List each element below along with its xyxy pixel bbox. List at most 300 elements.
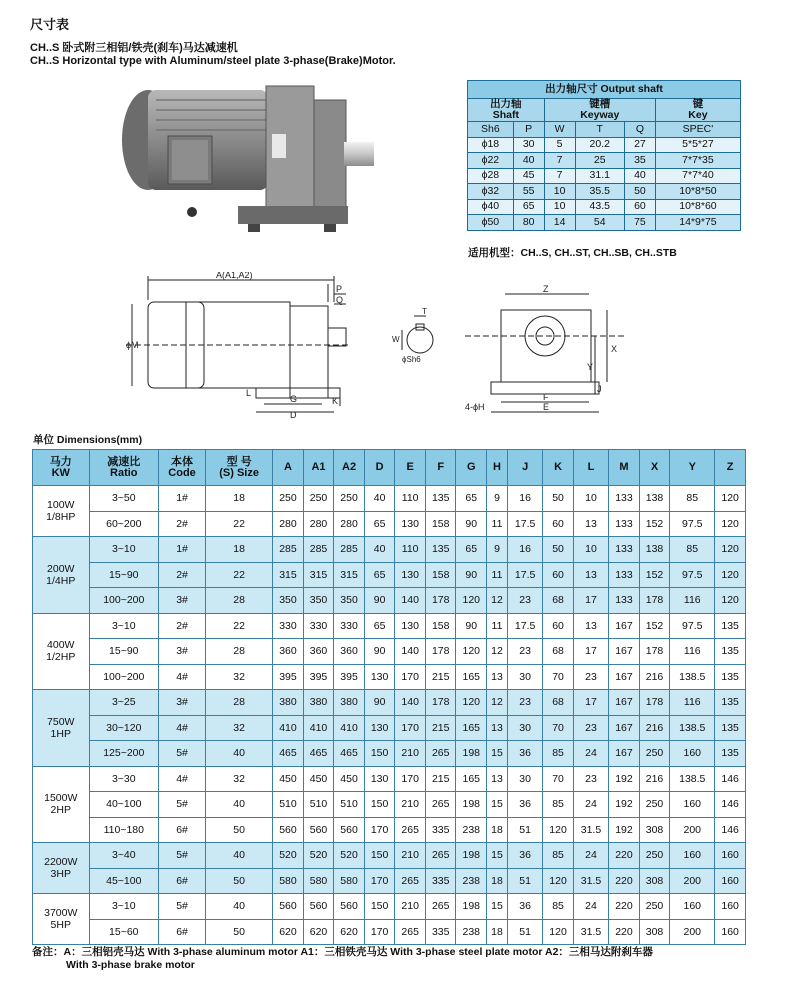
dim-cell: 130 (395, 613, 426, 639)
page-header (30, 14, 396, 68)
dim-cell: 580 (334, 868, 365, 894)
dim-cell: 250 (639, 741, 670, 767)
dim-cell: 15 (487, 792, 508, 818)
dim-cell: 178 (639, 639, 670, 665)
shaft-row (468, 184, 741, 200)
shaft-cell: 30 (513, 137, 544, 153)
dim-cell: 3~40 (89, 843, 159, 869)
dim-cell: 36 (507, 792, 542, 818)
dim-cell: 11 (487, 511, 508, 537)
dim-cell: 410 (334, 715, 365, 741)
dim-cell: 280 (273, 511, 304, 537)
dim-cell: 70 (543, 664, 574, 690)
dim-cell: 167 (609, 664, 640, 690)
dim-col-header: 减速比 Ratio (89, 450, 159, 486)
dim-cell: 160 (715, 868, 746, 894)
dim-cell: 3# (159, 639, 206, 665)
dim-col-header: Y (670, 450, 715, 486)
shaft-cell: 60 (624, 199, 655, 215)
label-d: D (290, 410, 297, 418)
dim-cell: 120 (456, 639, 487, 665)
shaft-cell: 7 (544, 168, 575, 184)
dim-cell: 97.5 (670, 613, 715, 639)
dim-cell: 3# (159, 690, 206, 716)
dim-cell: 60 (543, 613, 574, 639)
label-f: F (543, 392, 549, 402)
power-cell: 200W 1/4HP (33, 537, 90, 614)
dim-cell: 10 (573, 537, 608, 563)
dim-cell: 2# (159, 613, 206, 639)
dim-cell: 100~200 (89, 664, 159, 690)
dimensions-label: 单位 Dimensions(mm) (33, 434, 143, 446)
dim-cell: 13 (487, 664, 508, 690)
dim-cell: 138.5 (670, 715, 715, 741)
dim-cell: 120 (543, 868, 574, 894)
dim-cell: 120 (543, 919, 574, 945)
power-cell: 400W 1/2HP (33, 613, 90, 690)
dim-cell: 160 (715, 894, 746, 920)
dim-cell: 15~90 (89, 562, 159, 588)
dim-cell: 360 (273, 639, 304, 665)
dim-cell: 250 (639, 894, 670, 920)
dim-cell: 9 (487, 486, 508, 512)
shaft-cell: 10*8*60 (655, 199, 740, 215)
dim-cell: 465 (303, 741, 334, 767)
front-view-drawing (465, 280, 625, 420)
dim-cell: 11 (487, 613, 508, 639)
dim-cell: 51 (507, 817, 542, 843)
dimensions-table (32, 449, 746, 945)
dim-cell: 130 (364, 715, 395, 741)
dim-cell: 24 (573, 894, 608, 920)
dim-cell: 16 (507, 486, 542, 512)
dim-cell: 265 (425, 894, 456, 920)
label-y: Y (587, 362, 594, 372)
shaft-cell: 50 (624, 184, 655, 200)
label-q: Q (336, 295, 344, 305)
dim-col-header: X (639, 450, 670, 486)
dim-cell: 152 (639, 562, 670, 588)
dim-cell: 198 (456, 792, 487, 818)
dim-cell: 120 (715, 486, 746, 512)
dim-cell: 116 (670, 588, 715, 614)
dim-cell: 31.5 (573, 919, 608, 945)
dim-cell: 100~200 (89, 588, 159, 614)
col-w: W (544, 122, 575, 138)
dim-cell: 510 (273, 792, 304, 818)
dim-cell: 160 (670, 741, 715, 767)
dim-cell: 23 (573, 766, 608, 792)
dim-cell: 335 (425, 868, 456, 894)
dim-cell: 133 (609, 486, 640, 512)
dim-cell: 560 (334, 817, 365, 843)
dim-cell: 1# (159, 537, 206, 563)
dim-cell: 24 (573, 792, 608, 818)
shaft-cell: 75 (624, 215, 655, 231)
dim-cell: 22 (206, 613, 273, 639)
dim-cell: 13 (573, 511, 608, 537)
dim-cell: 158 (425, 613, 456, 639)
dim-cell: 85 (543, 843, 574, 869)
shaft-cell: 5*5*27 (655, 137, 740, 153)
dim-cell: 315 (334, 562, 365, 588)
dim-cell: 120 (715, 537, 746, 563)
dim-cell: 410 (273, 715, 304, 741)
dim-row (33, 537, 746, 563)
dim-row (33, 639, 746, 665)
dim-cell: 620 (334, 919, 365, 945)
dim-cell: 65 (364, 613, 395, 639)
dim-cell: 23 (573, 715, 608, 741)
dim-cell: 50 (206, 919, 273, 945)
dim-cell: 30 (507, 766, 542, 792)
dim-cell: 150 (364, 843, 395, 869)
dim-cell: 5# (159, 792, 206, 818)
dim-cell: 620 (273, 919, 304, 945)
dim-cell: 138 (639, 486, 670, 512)
col-spec: SPEC' (655, 122, 740, 138)
dim-col-header: L (573, 450, 608, 486)
dim-cell: 135 (715, 741, 746, 767)
dim-cell: 380 (303, 690, 334, 716)
dim-row (33, 511, 746, 537)
dim-cell: 560 (334, 894, 365, 920)
dim-col-header: M (609, 450, 640, 486)
dim-cell: 170 (395, 766, 426, 792)
dim-cell: 32 (206, 664, 273, 690)
dim-cell: 32 (206, 766, 273, 792)
dim-cell: 90 (364, 690, 395, 716)
dim-cell: 395 (303, 664, 334, 690)
shaft-group-header: 出力轴 Shaft (468, 99, 545, 122)
dim-cell: 170 (364, 919, 395, 945)
shaft-cell: 54 (575, 215, 624, 231)
dim-cell: 160 (715, 919, 746, 945)
subtitle-en: CH..S Horizontal type with Aluminum/steel plate 3-phase(Brake)Motor. (30, 55, 396, 67)
dim-cell: 13 (487, 715, 508, 741)
dim-cell: 210 (395, 843, 426, 869)
dim-cell: 360 (303, 639, 334, 665)
dim-col-header: A (273, 450, 304, 486)
keyway-group-header: 键槽 Keyway (544, 99, 655, 122)
dim-cell: 65 (364, 562, 395, 588)
dim-cell: 165 (456, 766, 487, 792)
footnote-line1: 备注：A：三相铝壳马达 With 3-phase aluminum motor A1：三相铁壳马达 With 3-phase steel plate motor A2：三相马达附刹车器 (32, 946, 653, 958)
dim-col-header: D (364, 450, 395, 486)
label-z: Z (543, 284, 549, 294)
dim-cell: 116 (670, 639, 715, 665)
dim-cell: 395 (334, 664, 365, 690)
shaft-cell: 40 (513, 153, 544, 169)
dim-cell: 146 (715, 766, 746, 792)
shaft-cell: 27 (624, 137, 655, 153)
shaft-cell: 7*7*40 (655, 168, 740, 184)
dim-cell: 140 (395, 639, 426, 665)
applicable-models: 适用机型：CH..S, CH..ST, CH..SB, CH..STB (468, 247, 677, 259)
dim-cell: 350 (303, 588, 334, 614)
dim-cell: 135 (715, 715, 746, 741)
dim-cell: 152 (639, 511, 670, 537)
dim-cell: 265 (395, 868, 426, 894)
dim-cell: 85 (543, 741, 574, 767)
dim-cell: 40 (206, 894, 273, 920)
dim-cell: 90 (364, 588, 395, 614)
dim-cell: 60~200 (89, 511, 159, 537)
dim-cell: 22 (206, 511, 273, 537)
dim-cell: 560 (273, 817, 304, 843)
dim-cell: 133 (609, 511, 640, 537)
dim-cell: 3~25 (89, 690, 159, 716)
dim-cell: 45~100 (89, 868, 159, 894)
dim-cell: 170 (364, 817, 395, 843)
dim-cell: 125~200 (89, 741, 159, 767)
dim-cell: 160 (715, 843, 746, 869)
dim-cell: 18 (206, 486, 273, 512)
dim-row (33, 766, 746, 792)
dim-cell: 90 (456, 562, 487, 588)
dim-cell: 215 (425, 766, 456, 792)
dim-cell: 165 (456, 664, 487, 690)
dim-cell: 167 (609, 741, 640, 767)
dim-cell: 17.5 (507, 562, 542, 588)
shaft-cell: 40 (624, 168, 655, 184)
label-p: P (336, 284, 343, 294)
shaft-cell: 43.5 (575, 199, 624, 215)
dim-cell: 68 (543, 588, 574, 614)
dim-cell: 210 (395, 741, 426, 767)
dim-col-header: E (395, 450, 426, 486)
dim-col-header: 型 号 (S) Size (206, 450, 273, 486)
dim-cell: 265 (425, 792, 456, 818)
dim-cell: 15 (487, 843, 508, 869)
dim-cell: 85 (543, 792, 574, 818)
shaft-row (468, 153, 741, 169)
shaft-cell: 45 (513, 168, 544, 184)
dim-cell: 170 (395, 664, 426, 690)
shaft-cell: 20.2 (575, 137, 624, 153)
dim-cell: 220 (609, 843, 640, 869)
dim-cell: 167 (609, 715, 640, 741)
dim-cell: 2# (159, 562, 206, 588)
dim-cell: 520 (334, 843, 365, 869)
dim-cell: 97.5 (670, 562, 715, 588)
dim-row (33, 562, 746, 588)
dim-cell: 15~90 (89, 639, 159, 665)
dim-cell: 51 (507, 919, 542, 945)
col-t: T (575, 122, 624, 138)
dim-cell: 4# (159, 715, 206, 741)
dim-col-header: G (456, 450, 487, 486)
dim-cell: 23 (573, 664, 608, 690)
power-cell: 750W 1HP (33, 690, 90, 767)
label-e: E (543, 402, 550, 412)
dim-cell: 220 (609, 919, 640, 945)
key-group-header: 键 Key (655, 99, 740, 122)
dim-row (33, 715, 746, 741)
side-view-drawing (126, 272, 348, 418)
dim-cell: 120 (456, 588, 487, 614)
dim-cell: 40 (364, 486, 395, 512)
dim-cell: 150 (364, 741, 395, 767)
dim-cell: 40 (206, 741, 273, 767)
dim-cell: 9 (487, 537, 508, 563)
dim-cell: 40 (364, 537, 395, 563)
dim-cell: 146 (715, 817, 746, 843)
dim-cell: 200 (670, 868, 715, 894)
dim-cell: 165 (456, 715, 487, 741)
power-cell: 100W 1/8HP (33, 486, 90, 537)
dim-cell: 167 (609, 613, 640, 639)
output-shaft-table (467, 80, 741, 231)
dim-cell: 110~180 (89, 817, 159, 843)
dim-cell: 152 (639, 613, 670, 639)
dim-cell: 40 (206, 843, 273, 869)
dim-cell: 350 (273, 588, 304, 614)
dim-cell: 23 (507, 690, 542, 716)
dim-cell: 167 (609, 639, 640, 665)
shaft-cell: 5 (544, 137, 575, 153)
dim-cell: 5# (159, 894, 206, 920)
dim-cell: 15 (487, 894, 508, 920)
dim-col-header: 马力 KW (33, 450, 90, 486)
dim-cell: 510 (303, 792, 334, 818)
shaft-row (468, 137, 741, 153)
shaft-section-drawing (392, 306, 444, 364)
dim-row (33, 868, 746, 894)
label-j: J (597, 384, 602, 394)
dim-cell: 308 (639, 868, 670, 894)
dim-cell: 335 (425, 919, 456, 945)
dim-cell: 18 (487, 919, 508, 945)
dim-cell: 220 (609, 894, 640, 920)
shaft-cell: 7 (544, 153, 575, 169)
dim-cell: 216 (639, 715, 670, 741)
dim-cell: 146 (715, 792, 746, 818)
label-l: L (246, 388, 252, 398)
dim-cell: 330 (334, 613, 365, 639)
dim-cell: 70 (543, 766, 574, 792)
dim-cell: 60 (543, 562, 574, 588)
dim-cell: 280 (334, 511, 365, 537)
dim-cell: 520 (273, 843, 304, 869)
power-cell: 1500W 2HP (33, 766, 90, 843)
shaft-cell: 31.1 (575, 168, 624, 184)
dim-cell: 178 (639, 690, 670, 716)
dim-cell: 250 (334, 486, 365, 512)
dim-cell: 160 (670, 792, 715, 818)
shaft-cell: 35.5 (575, 184, 624, 200)
dim-cell: 265 (425, 843, 456, 869)
dim-col-header: Z (715, 450, 746, 486)
dim-cell: 560 (303, 817, 334, 843)
dim-cell: 130 (364, 664, 395, 690)
dim-cell: 120 (715, 511, 746, 537)
dim-row (33, 588, 746, 614)
dim-cell: 215 (425, 715, 456, 741)
dim-cell: 18 (487, 868, 508, 894)
dim-cell: 1# (159, 486, 206, 512)
dim-cell: 285 (273, 537, 304, 563)
dim-cell: 18 (487, 817, 508, 843)
dim-cell: 24 (573, 843, 608, 869)
dim-cell: 40~100 (89, 792, 159, 818)
dim-row (33, 792, 746, 818)
dim-row (33, 486, 746, 512)
dim-cell: 178 (425, 639, 456, 665)
shaft-row (468, 199, 741, 215)
dim-col-header: A1 (303, 450, 334, 486)
dim-cell: 3~10 (89, 613, 159, 639)
dim-cell: 68 (543, 690, 574, 716)
dim-cell: 90 (456, 613, 487, 639)
dim-cell: 32 (206, 715, 273, 741)
dim-cell: 70 (543, 715, 574, 741)
dim-cell: 12 (487, 639, 508, 665)
shaft-cell: 14*9*75 (655, 215, 740, 231)
dim-cell: 50 (206, 868, 273, 894)
dim-cell: 85 (543, 894, 574, 920)
dim-cell: 85 (670, 486, 715, 512)
dim-cell: 216 (639, 766, 670, 792)
shaft-cell: 10*8*50 (655, 184, 740, 200)
label-k: K (332, 396, 339, 406)
dim-cell: 36 (507, 843, 542, 869)
dim-cell: 17 (573, 690, 608, 716)
shaft-cell: 35 (624, 153, 655, 169)
dim-cell: 192 (609, 792, 640, 818)
shaft-cell: ϕ28 (468, 168, 514, 184)
shaft-table-title: 出力轴尺寸 Output shaft (468, 81, 741, 99)
shaft-cell: 55 (513, 184, 544, 200)
dim-cell: 620 (303, 919, 334, 945)
dim-cell: 238 (456, 817, 487, 843)
dim-col-header: 本体 Code (159, 450, 206, 486)
dim-cell: 450 (273, 766, 304, 792)
dim-cell: 150 (364, 792, 395, 818)
dim-cell: 167 (609, 690, 640, 716)
dim-cell: 350 (334, 588, 365, 614)
shaft-cell: 10 (544, 199, 575, 215)
dim-cell: 18 (206, 537, 273, 563)
dim-cell: 13 (487, 766, 508, 792)
dim-cell: 10 (573, 486, 608, 512)
dim-cell: 265 (395, 919, 426, 945)
shaft-cell: 7*7*35 (655, 153, 740, 169)
dim-cell: 465 (273, 741, 304, 767)
dim-cell: 315 (273, 562, 304, 588)
dim-cell: 238 (456, 868, 487, 894)
shaft-subheader-row (468, 122, 741, 138)
dim-cell: 560 (273, 894, 304, 920)
dim-cell: 130 (364, 766, 395, 792)
dim-cell: 4# (159, 766, 206, 792)
dim-cell: 110 (395, 537, 426, 563)
dim-cell: 3# (159, 588, 206, 614)
dim-cell: 65 (364, 511, 395, 537)
dim-cell: 250 (303, 486, 334, 512)
dim-cell: 120 (456, 690, 487, 716)
dim-cell: 130 (395, 511, 426, 537)
shaft-cell: 65 (513, 199, 544, 215)
dim-cell: 210 (395, 792, 426, 818)
dim-cell: 133 (609, 588, 640, 614)
dim-cell: 330 (273, 613, 304, 639)
shaft-cell: 14 (544, 215, 575, 231)
dim-col-header: K (543, 450, 574, 486)
dim-cell: 360 (334, 639, 365, 665)
dim-cell: 140 (395, 690, 426, 716)
dim-cell: 12 (487, 588, 508, 614)
